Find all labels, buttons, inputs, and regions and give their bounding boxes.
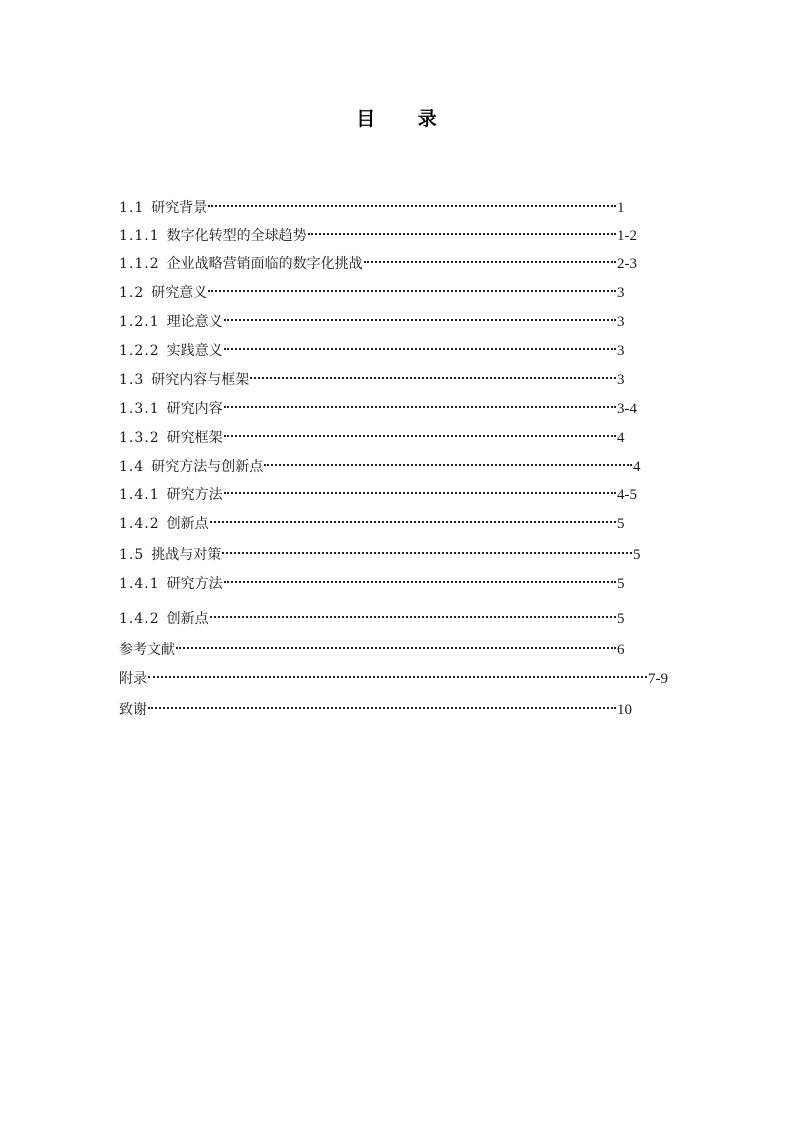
dot-leader <box>250 364 616 384</box>
toc-entry-page: 5 <box>617 576 625 592</box>
dot-leader <box>308 220 616 240</box>
toc-entry-page: 7-9 <box>648 671 668 687</box>
toc-entry-number: 1.2.1 <box>119 314 160 330</box>
toc-entry-title: 附录 <box>119 671 147 687</box>
toc-entry[interactable] <box>119 335 625 359</box>
toc-entry-title: 参考文献 <box>119 642 175 658</box>
toc-entry[interactable] <box>119 192 625 216</box>
toc-entry-number: 1.2.2 <box>119 343 160 359</box>
toc-entry-page: 4 <box>633 459 641 475</box>
toc-entry-number: 1.3.1 <box>119 401 160 417</box>
toc-entry-number: 1.4.2 <box>119 611 160 627</box>
toc-entry-title: 创新点 <box>166 611 209 627</box>
toc-entry[interactable] <box>119 479 637 503</box>
dot-leader <box>210 603 616 623</box>
toc-entry-title: 研究意义 <box>151 285 208 301</box>
toc-entry-number: 1.3.2 <box>119 430 160 446</box>
dot-leader <box>224 422 616 442</box>
dot-leader <box>210 508 616 528</box>
toc-entry-number: 1.2 <box>119 285 145 301</box>
toc-entry-page: 3 <box>617 285 625 301</box>
toc-entry-title: 研究方法 <box>166 576 223 592</box>
dot-leader <box>264 451 632 471</box>
toc-entry-page: 10 <box>617 702 632 718</box>
toc-entry-number: 1.1.2 <box>119 256 160 272</box>
toc-entry[interactable] <box>119 451 641 475</box>
dot-leader <box>224 393 616 413</box>
toc-entry-title: 创新点 <box>166 516 209 532</box>
toc-entry-title: 实践意义 <box>166 343 223 359</box>
toc-entry[interactable] <box>119 393 637 417</box>
dot-leader <box>364 248 616 268</box>
toc-entry-number: 1.4.1 <box>119 487 160 503</box>
dot-leader <box>208 277 616 297</box>
toc-entry-page: 5 <box>617 611 625 627</box>
toc-entry-page: 4 <box>617 430 625 446</box>
dot-leader <box>224 335 616 355</box>
toc-entry-number: 1.5 <box>119 547 145 563</box>
toc-entry[interactable] <box>119 634 625 658</box>
toc-entry[interactable] <box>119 220 637 244</box>
toc-entry-title: 研究框架 <box>166 430 223 446</box>
toc-entry[interactable] <box>119 603 625 627</box>
toc-entry-title: 研究方法 <box>166 487 223 503</box>
toc-entry-page: 1-2 <box>617 228 637 244</box>
toc-entry-title: 挑战与对策 <box>151 547 222 563</box>
toc-entry[interactable] <box>119 694 632 718</box>
toc-entry-title: 研究内容 <box>166 401 223 417</box>
dot-leader <box>222 539 632 559</box>
toc-entry-title: 研究背景 <box>151 200 208 216</box>
toc-entry-number: 1.4 <box>119 459 145 475</box>
toc-entry[interactable] <box>119 364 625 388</box>
toc-entry-page: 3 <box>617 314 625 330</box>
toc-entry-page: 3 <box>617 372 625 388</box>
toc-entry-title: 研究方法与创新点 <box>151 459 264 475</box>
dot-leader <box>176 634 616 654</box>
toc-entry-number: 1.4.1 <box>119 576 160 592</box>
dot-leader <box>208 192 616 212</box>
toc-entry-number: 1.1.1 <box>119 228 160 244</box>
toc-entry[interactable] <box>119 663 668 687</box>
toc-entry-page: 2-3 <box>617 256 637 272</box>
toc-entry-page: 1 <box>617 200 625 216</box>
dot-leader <box>148 663 647 683</box>
toc-entry-page: 5 <box>633 547 641 563</box>
dot-leader <box>224 568 616 588</box>
dot-leader <box>224 479 616 499</box>
toc-entry-title: 数字化转型的全球趋势 <box>166 228 307 244</box>
toc-entry[interactable] <box>119 508 625 532</box>
dot-leader <box>224 306 616 326</box>
toc-entry[interactable] <box>119 248 637 272</box>
toc-entry-title: 致谢 <box>119 702 147 718</box>
toc-entry-page: 6 <box>617 642 625 658</box>
toc-entry[interactable] <box>119 277 625 301</box>
toc-entry-page: 5 <box>617 516 625 532</box>
toc-entry[interactable] <box>119 568 625 592</box>
toc-entry[interactable] <box>119 539 641 563</box>
toc-entry[interactable] <box>119 422 625 446</box>
toc-entry-title: 理论意义 <box>166 314 223 330</box>
toc-entry-page: 3-4 <box>617 401 637 417</box>
toc-entry-number: 1.4.2 <box>119 516 160 532</box>
toc-entry-page: 4-5 <box>617 487 637 503</box>
toc-entry[interactable] <box>119 306 625 330</box>
toc-entry-number: 1.3 <box>119 372 145 388</box>
toc-entry-page: 3 <box>617 343 625 359</box>
toc-entry-title: 研究内容与框架 <box>151 372 250 388</box>
toc-entry-number: 1.1 <box>119 200 145 216</box>
dot-leader <box>148 694 616 714</box>
toc-entry-title: 企业战略营销面临的数字化挑战 <box>166 256 363 272</box>
toc-title: 目 录 <box>356 108 455 130</box>
